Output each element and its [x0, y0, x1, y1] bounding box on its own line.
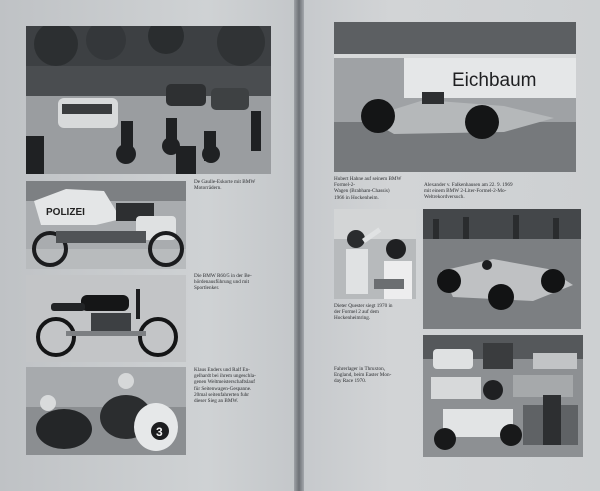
book-gutter: [294, 0, 304, 491]
photo-bmw-r60: [26, 275, 186, 362]
photo-hahne-formel2: [334, 22, 576, 172]
caption-r60: Die BMW R60/5 in der Be- hördenausführung und mit Sportlenker.: [194, 273, 252, 292]
photo-escort-motorcade: [26, 26, 271, 174]
photo-police-motorcycle: [26, 181, 186, 269]
polizei-text: POLIZEI: [46, 207, 85, 218]
caption-escort: De Gaulle-Eskorte mit BMW Motorrädern.: [194, 179, 256, 192]
sponsor-banner-text: Eichbaum: [452, 70, 537, 91]
photo-thruxton-paddock: [423, 335, 583, 457]
sidecar-number-text: 3: [156, 425, 163, 439]
caption-enders: Klaus Enders und Ralf En- gelhardt bei ihrem ungeschla- genen Weltmeisterschaftslauf für Seitenwagen-Gespanne. 20mal seitenfahrerten fuhr dieser Sieg an BMW.: [194, 367, 256, 405]
caption-hubert: Hubert Hahne auf seinem BMW Formel-2- Wagen (Brabham-Chassis) 1966 in Hockenheim.: [334, 176, 402, 201]
photo-quester-victory: [334, 209, 416, 299]
photo-falkenhausen-car: [423, 209, 581, 329]
caption-alexander: Alexander v. Falkenhausen am 22. 9. 1969 mit einem BMW 2-Liter-Formel-2-Mo- Weltrekordversuch.: [424, 182, 513, 201]
caption-fahrerlager: Fahrerlager in Thruxton, England, beim Easter Mon- day Race 1970.: [334, 366, 392, 385]
caption-quester: Dieter Quester siegt 1970 in der Formel 2 auf dem Hockenheimring.: [334, 303, 393, 322]
photo-sidecar-racers: [26, 367, 186, 455]
